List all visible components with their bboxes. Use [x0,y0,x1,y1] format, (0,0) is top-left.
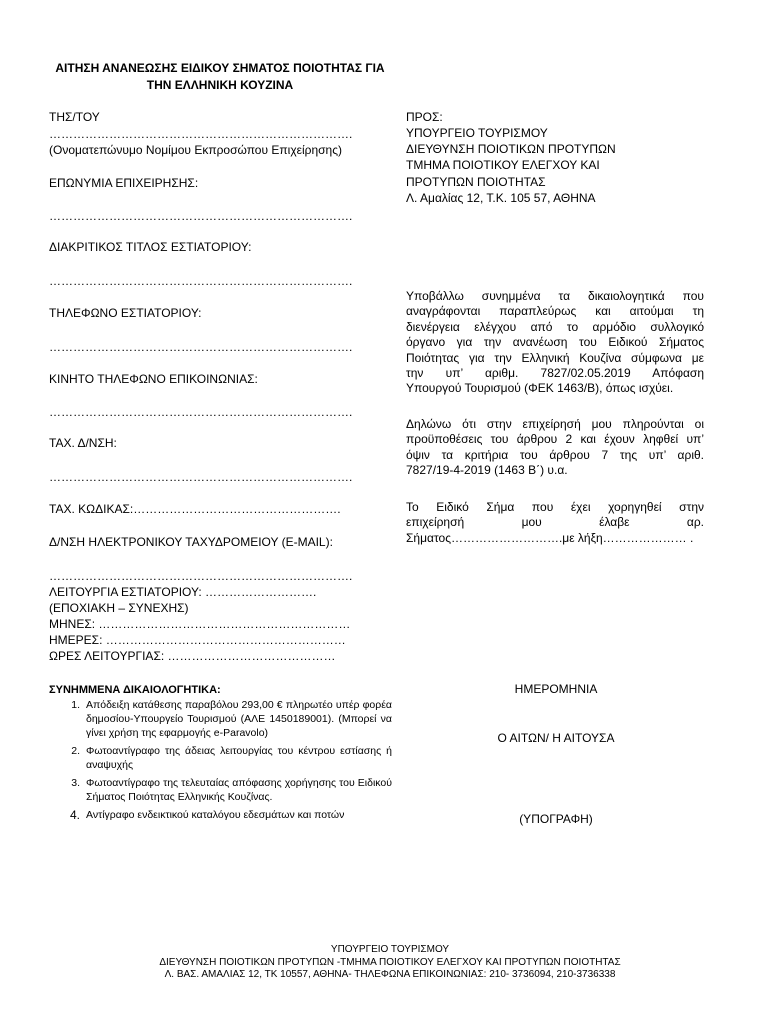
list-item [58,808,392,822]
list-item-text: Φωτοαντίγραφο της άδειας λειτουργίας του κέντρου εστίασης ή αναψυχής [86,745,392,771]
label-kinito: ΚΙΝΗΤΟ ΤΗΛΕΦΩΝΟ ΕΠΙΚΟΙΝΩΝΙΑΣ: [49,372,258,386]
signature-applicant: Ο ΑΙΤΩΝ/ Η ΑΙΤΟΥΣΑ [497,731,615,745]
attachments-list [58,698,392,826]
field-ores[interactable]: ΩΡΕΣ ΛΕΙΤΟΥΡΓΙΑΣ: …………………………………… [49,649,336,663]
paragraph-declaration-line: προϋποθέσεις του άρθρου 2 και έχουν ληφθεί υπ’ [406,432,704,447]
list-item-text: Αντίγραφο ενδεικτικού καταλόγου εδεσμάτων και ποτών [86,809,345,821]
list-item-number: 3. [71,777,80,789]
paragraph-request [406,289,704,397]
attachments-heading: ΣΥΝΗΜΜΕΝΑ ΔΙΚΑΙΟΛΟΓΗΤΙΚΑ: [49,684,221,696]
note-epoxiaki: (ΕΠΟΧΙΑΚΗ – ΣΥΝΕΧΗΣ) [49,601,189,615]
paragraph-mark-line: επιχείρησή μου έλαβε αρ. [406,515,704,530]
paragraph-request-line: όργανο για την ανανέωση του Ειδικού Σήματος [406,335,704,350]
title-line-1: ΑΙΤΗΣΗ ΑΝΑΝΕΩΣΗΣ ΕΙΔΙΚΟΥ ΣΗΜΑΤΟΣ ΠΟΙΟΤΗΤΑΣ ΓΙΑ [55,61,385,75]
field-representative[interactable]: …………………………………………………………………. [49,127,353,141]
list-item-text: Απόδειξη κατάθεσης παραβόλου 293,00 € πληρωτέο υπέρ φορέα δημοσίου-Υπουργείο Τουρισμού (ΑΛΕ 1450189001). (Μπορεί να γίνει χρήση της εφαρμογής e-Paravolo) [86,699,392,739]
addressee-line-2: ΔΙΕΥΘΥΝΣΗ ΠΟΙΟΤΙΚΩΝ ΠΡΟΤΥΠΩΝ [406,142,616,156]
field-tilefono[interactable]: …………………………………………………………………. [49,340,353,354]
field-diakritikos[interactable]: …………………………………………………………………. [49,274,353,288]
field-email[interactable]: …………………………………………………………………. [49,569,353,583]
label-email: Δ/ΝΣΗ ΗΛΕΚΤΡΟΝΙΚΟΥ ΤΑΧΥΔΡΟΜΕΙΟΥ (E-MAIL): [49,535,333,549]
field-leitourgia[interactable]: ΛΕΙΤΟΥΡΓΙΑ ΕΣΤΙΑΤΟΡΙΟΥ: ………………………. [49,585,317,599]
paragraph-request-line: αναγράφονται παραπλεύρως και αιτούμαι τη [406,304,704,319]
paragraph-declaration-line: όψιν τα κριτήρια του άρθρου 7 της υπ’ αριθ. [406,447,704,462]
signature-date: ΗΜΕΡΟΜΗΝΙΑ [514,682,598,696]
note-representative: (Ονοματεπώνυμο Νομίμου Εκπροσώπου Επιχείρησης) [49,143,343,157]
label-diakritikos: ΔΙΑΚΡΙΤΙΚΟΣ ΤΙΤΛΟΣ ΕΣΤΙΑΤΟΡΙΟΥ: [49,240,252,254]
field-kinito[interactable]: …………………………………………………………………. [49,405,353,419]
paragraph-declaration-line: 7827/19-4-2019 (1463 Β΄) υ.α. [406,463,568,478]
list-item [58,698,392,740]
paragraph-declaration [406,417,704,479]
paragraph-request-line: την υπ’ αριθμ. 7827/02.05.2019 Απόφαση [406,366,704,381]
paragraph-mark-line[interactable]: Σήματος……………………….με λήξη………………… . [406,530,694,545]
title-line-2: ΤΗΝ ΕΛΛΗΝΙΚΗ ΚΟΥΖΙΝΑ [146,78,294,92]
paragraph-mark [406,500,704,546]
field-tax-kodikas[interactable]: ΤΑΧ. ΚΩΔΙΚΑΣ:……………………………………………. [49,502,341,516]
signature-sign: (ΥΠΟΓΡΑΦΗ) [519,812,593,826]
list-item [58,744,392,772]
paragraph-request-line: Υποβάλλω συνημμένα τα δικαιολογητικά που [406,289,704,303]
footer [110,944,670,982]
paragraph-request-line: Υπουργού Τουρισμού (ΦΕΚ 1463/Β), όπως ισχύει. [406,381,674,396]
paragraph-request-line: διενέργεια ελέγχου από το αρμόδιο συλλογικό [406,319,704,334]
field-imeres[interactable]: ΗΜΕΡΕΣ: …………………………………………………… [49,633,346,647]
addressee-line-1: ΥΠΟΥΡΓΕΙΟ ΤΟΥΡΙΣΜΟΥ [406,126,548,140]
list-item-number: 1. [71,699,80,711]
list-item [58,776,392,804]
addressee-line-3: ΤΜΗΜΑ ΠΟΙΟΤΙΚΟΥ ΕΛΕΓΧΟΥ ΚΑΙ [406,158,600,172]
field-tax-dnsi[interactable]: …………………………………………………………………. [49,470,353,484]
addressee-pros: ΠΡΟΣ: [406,110,443,124]
list-item-number: 2. [71,745,80,757]
field-mines[interactable]: ΜΗΝΕΣ: ……………………………………………………… [49,617,351,631]
document-title [40,60,400,94]
field-eponymia[interactable]: …………………………………………………………………. [49,209,353,223]
paragraph-request-line: Ποιότητας για την Ελληνική Κουζίνα σύμφωνα με [406,350,704,365]
footer-line-3: Λ. ΒΑΣ. ΑΜΑΛΙΑΣ 12, ΤΚ 10557, ΑΘΗΝΑ- ΤΗΛΕΦΩΝΑ ΕΠΙΚΟΙΝΩΝΙΑΣ: 210- 3736094, 210-3736338 [164,969,616,980]
label-tax-dnsi: ΤΑΧ. Δ/ΝΣΗ: [49,436,117,450]
paragraph-mark-line: Το Ειδικό Σήμα που έχει χορηγηθεί στην [406,500,704,514]
footer-line-1: ΥΠΟΥΡΓΕΙΟ ΤΟΥΡΙΣΜΟΥ [330,944,450,955]
label-tis-tou: ΤΗΣ/ΤΟΥ [49,110,100,124]
footer-line-2: ΔΙΕΥΘΥΝΣΗ ΠΟΙΟΤΙΚΩΝ ΠΡΟΤΥΠΩΝ -ΤΜΗΜΑ ΠΟΙΟΤΙΚΟΥ ΕΛΕΓΧΟΥ ΚΑΙ ΠΡΟΤΥΠΩΝ ΠΟΙΟΤΗΤΑΣ [159,956,621,968]
paragraph-declaration-line: Δηλώνω ότι στην επιχείρησή μου πληρούνται οι [406,417,704,431]
addressee-line-5: Λ. Αμαλίας 12, Τ.Κ. 105 57, ΑΘΗΝΑ [406,191,596,205]
addressee-line-4: ΠΡΟΤΥΠΩΝ ΠΟΙΟΤΗΤΑΣ [406,175,546,189]
label-tilefono: ΤΗΛΕΦΩΝΟ ΕΣΤΙΑΤΟΡΙΟΥ: [49,306,202,320]
list-item-number: 4. [69,808,80,822]
list-item-text: Φωτοαντίγραφο της τελευταίας απόφασης χορήγησης του Ειδικού Σήματος Ποιότητας Ελληνικής Κουζίνας. [86,777,392,803]
label-eponymia: ΕΠΩΝΥΜΙΑ ΕΠΙΧΕΙΡΗΣΗΣ: [49,176,199,190]
